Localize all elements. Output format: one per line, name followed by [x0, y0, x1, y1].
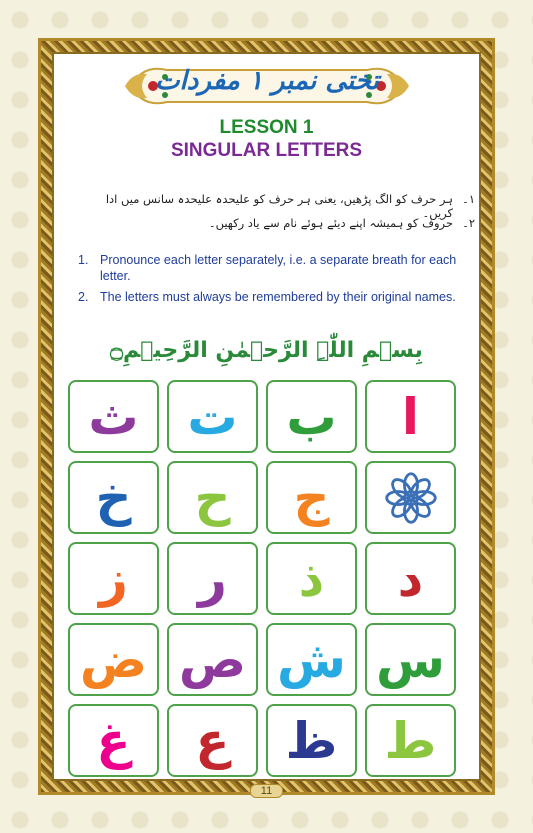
letter-tile: [365, 704, 456, 777]
urdu-instruction-text: حروف کو ہمیشہ اپنے دیئے ہوئے نام سے یاد رکھیں۔: [208, 216, 453, 230]
letter-tile: [167, 623, 258, 696]
flower-ornament-icon: [383, 470, 439, 526]
letter-tile: [266, 542, 357, 615]
ornament-tile: [365, 461, 456, 534]
letter-glyph: ب: [286, 387, 337, 446]
letter-tile: [266, 461, 357, 534]
instruction-number: 1.: [78, 253, 89, 267]
letter-glyph: خ: [95, 468, 132, 527]
instruction-text: The letters must always be remembered by their original names.: [100, 290, 456, 304]
lesson-title: SINGULAR LETTERS: [170, 140, 363, 161]
letter-glyph: ت: [187, 387, 238, 446]
letter-glyph: ر: [198, 549, 227, 608]
urdu-instruction-2: [83, 216, 475, 230]
letter-tile: [167, 542, 258, 615]
letter-grid: [68, 380, 456, 777]
instruction-text: Pronounce each letter separately, i.e. a separate breath for each letter.: [100, 253, 457, 283]
banner-title: تختی نمبر ۱ مفردات: [155, 66, 379, 96]
letter-glyph: غ: [96, 711, 131, 770]
letter-glyph: س: [376, 630, 445, 689]
urdu-instruction-text: ہر حرف کو الگ پڑھیں، یعنی ہر حرف کو علیحدہ علیحدہ سانس میں ادا کریں۔: [105, 192, 453, 220]
letter-glyph: ث: [88, 387, 139, 446]
letter-glyph: ح: [194, 468, 231, 527]
letter-glyph: ض: [79, 630, 148, 689]
letter-tile: [68, 542, 159, 615]
letter-tile: [167, 704, 258, 777]
letter-tile: [68, 461, 159, 534]
letter-tile: [365, 542, 456, 615]
letter-glyph: د: [397, 549, 424, 608]
letter-tile: [266, 704, 357, 777]
page-number: [0, 784, 533, 798]
letter-tile: [266, 623, 357, 696]
letter-tile: [167, 380, 258, 453]
letter-tile: [266, 380, 357, 453]
letter-glyph: ظ: [285, 711, 338, 770]
letter-tile: [365, 380, 456, 453]
letter-glyph: ا: [401, 387, 420, 446]
letter-glyph: ج: [293, 468, 330, 527]
lesson-number: LESSON 1: [219, 117, 314, 138]
letter-glyph: ص: [178, 630, 247, 689]
english-instruction-2: [78, 289, 463, 323]
letter-tile: [167, 461, 258, 534]
urdu-instruction-number: ۱۔: [462, 192, 475, 206]
instruction-number: 2.: [78, 290, 89, 304]
english-instruction-1: [78, 252, 463, 286]
bismillah: بِسۡمِ اللّٰہِ الرَّحۡمٰنِ الرَّحِیۡمِ۝: [110, 338, 423, 363]
letter-glyph: ز: [99, 549, 128, 608]
title-banner: [123, 60, 411, 112]
urdu-instruction-number: ۲۔: [462, 216, 475, 230]
letter-tile: [68, 704, 159, 777]
letter-glyph: ش: [277, 630, 346, 689]
letter-glyph: ع: [195, 711, 230, 770]
page-number-label: 11: [250, 784, 283, 798]
letter-tile: [365, 623, 456, 696]
letter-glyph: ط: [384, 711, 437, 770]
letter-tile: [68, 380, 159, 453]
letter-tile: [68, 623, 159, 696]
letter-glyph: ذ: [298, 549, 325, 608]
